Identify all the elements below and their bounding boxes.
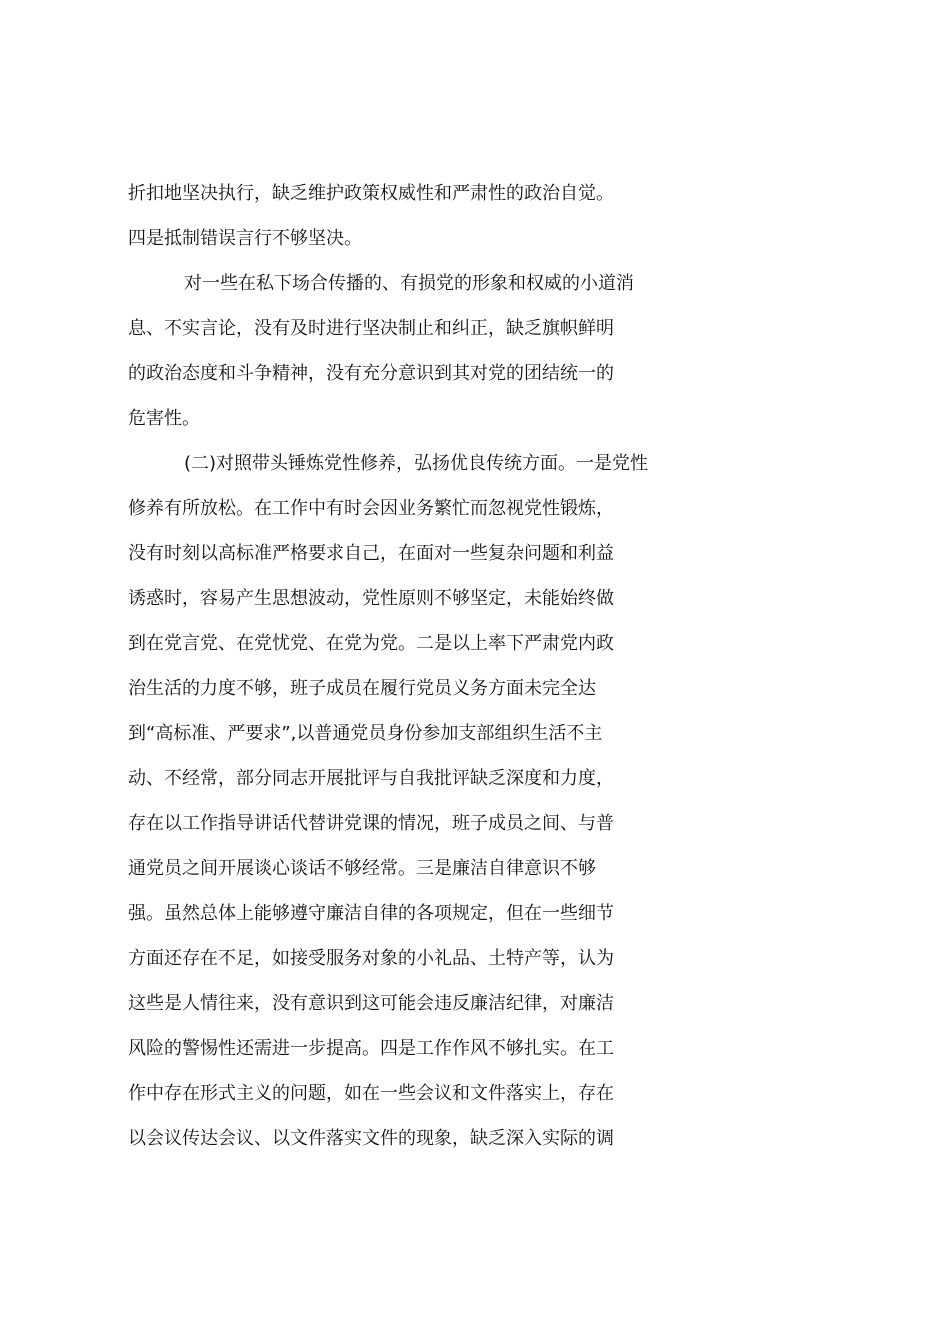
text-line: 危害性。 bbox=[128, 408, 200, 429]
text-line: 动、不经常，部分同志开展批评与自我批评缺乏深度和力度， bbox=[128, 768, 614, 789]
text-line: 息、不实言论，没有及时进行坚决制止和纠正，缺乏旗帜鲜明 bbox=[128, 318, 614, 339]
section-heading-line: (二)对照带头锤炼党性修养，弘扬优良传统方面。一是党性 bbox=[184, 453, 649, 474]
text-line: 没有时刻以高标准严格要求自己，在面对一些复杂问题和利益 bbox=[128, 543, 614, 564]
text-line: 强。虽然总体上能够遵守廉洁自律的各项规定，但在一些细节 bbox=[128, 903, 614, 924]
text-line: 作中存在形式主义的问题，如在一些会议和文件落实上，存在 bbox=[128, 1083, 614, 1104]
text-line: 到“高标准、严要求”,以普通党员身份参加支部组织生活不主 bbox=[128, 723, 603, 744]
text-line: 这些是人情往来，没有意识到这可能会违反廉洁纪律，对廉洁 bbox=[128, 993, 614, 1014]
text-line: 风险的警惕性还需进一步提高。四是工作作风不够扎实。在工 bbox=[128, 1038, 614, 1059]
text-line: 折扣地坚决执行，缺乏维护政策权威性和严肃性的政治自觉。 bbox=[128, 183, 614, 204]
text-line: 的政治态度和斗争精神，没有充分意识到其对党的团结统一的 bbox=[128, 363, 614, 384]
text-line: 通党员之间开展谈心谈话不够经常。三是廉洁自律意识不够 bbox=[128, 858, 596, 879]
text-line: 四是抵制错误言行不够坚决。 bbox=[128, 228, 362, 249]
text-line: 诱惑时，容易产生思想波动，党性原则不够坚定，未能始终做 bbox=[128, 588, 614, 609]
text-line: 以会议传达会议、以文件落实文件的现象，缺乏深入实际的调 bbox=[128, 1128, 614, 1149]
text-line: 存在以工作指导讲话代替讲党课的情况，班子成员之间、与普 bbox=[128, 813, 614, 834]
text-line: 到在党言党、在党忧党、在党为党。二是以上率下严肃党内政 bbox=[128, 633, 614, 654]
text-line: 治生活的力度不够，班子成员在履行党员义务方面未完全达 bbox=[128, 678, 596, 699]
text-line: 修养有所放松。在工作中有时会因业务繁忙而忽视党性锻炼， bbox=[128, 498, 614, 519]
paragraph-first-line: 对一些在私下场合传播的、有损党的形象和权威的小道消 bbox=[184, 273, 634, 294]
text-line: 方面还存在不足，如接受服务对象的小礼品、土特产等，认为 bbox=[128, 948, 614, 969]
